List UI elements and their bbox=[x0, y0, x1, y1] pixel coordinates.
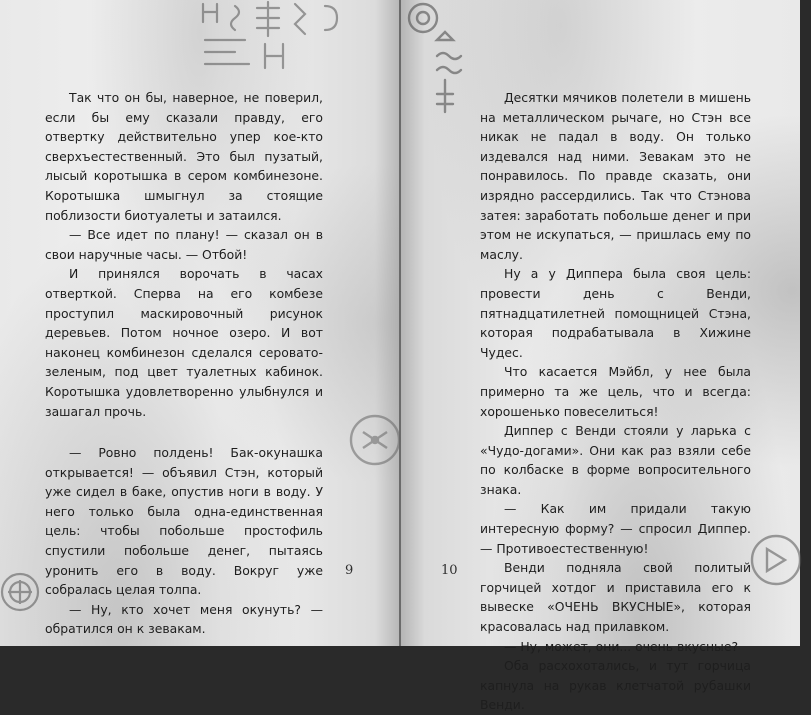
paragraph: — Ровно полдень! Бак-окунашка открывается! — объявил Стэн, который уже сидел в баке, опустив ноги в воду. У него только была одна-единственная цель: чтобы побольше простофиль спустили побольше денег, пытаясь уронить его в воду. Вокруг уже собралась целая толпа. bbox=[45, 445, 323, 598]
right-page bbox=[401, 0, 800, 713]
rune-glyphs-icon bbox=[401, 0, 471, 120]
paragraph: Венди подняла свой политый горчицей хотдог и приставила его к вывеске «ОЧЕНЬ ВКУСНЫЕ», которая красовалась над прилавком. bbox=[480, 560, 751, 635]
circle-rune-icon bbox=[741, 525, 811, 595]
paragraph: — Все идет по плану! — сказал он в свои наручные часы. — Отбой! bbox=[45, 227, 323, 262]
paragraph: Диппер с Венди стояли у ларька с «Чудо-догами». Они как раз взяли себе по колбаске в форме вопросительного знака. bbox=[480, 423, 751, 497]
left-page-text bbox=[45, 88, 323, 639]
paragraph: — Ну, кто хочет меня окунуть? — обратился он к зевакам. bbox=[45, 601, 323, 637]
paragraph: — Как им придали такую интересную форму? — спросил Диппер. — Противоестественную! bbox=[480, 501, 751, 556]
section-break bbox=[45, 421, 323, 443]
paragraph: Ну а у Диппера была своя цель: провести день с Венди, пятнадцатилетней помощницей Стэна, которая подрабатывала в Хижине Чудес. bbox=[480, 266, 751, 360]
rune-glyphs-icon bbox=[185, 0, 385, 75]
paragraph: Десятки мячиков полетели в мишень на металлическом рычаге, но Стэн все никак не падал в воду. Он только издевался над ними. Зевакам это не понравилось. По правде сказать, они изрядно рассердились. Так что Стэнова затея: заработать побольше денег и при этом не искупаться, — пришлась ему по маслу. bbox=[480, 90, 751, 262]
paragraph: Оба расхохотались, и тут горчица капнула на рукав клетчатой рубашки Венди. bbox=[480, 658, 751, 713]
paragraph: — Ну, может, они... очень вкусные? bbox=[504, 638, 739, 654]
paragraph: Так что он бы, наверное, не поверил, если бы ему сказали правду, его отвертку действительно упер кое-кто сверхъестественный. Это был пузатый, лысый коротышка в сером комбинезоне. Коротышка шмыгнул за стоящие поблизости биотуалеты и затаился. bbox=[45, 90, 323, 223]
left-page bbox=[0, 0, 399, 646]
paragraph: Что касается Мэйбл, у нее была примерно та же цель, что и всегда: хорошенько повеселиться! bbox=[480, 364, 751, 419]
page-number: 10 bbox=[441, 563, 458, 578]
right-page-text bbox=[480, 88, 751, 715]
paragraph: И принялся ворочать в часах отверткой. Сперва на его комбезе проступил маскировочный рисунок деревьев. Потом ночное озеро. И вот наконец комбинезон сделался серовато-зеленым, под цвет туалетных кабинок. Коротышка удовлетворенно улыбнулся и зашагал прочь. bbox=[45, 266, 323, 419]
page-number: 9 bbox=[345, 563, 354, 578]
